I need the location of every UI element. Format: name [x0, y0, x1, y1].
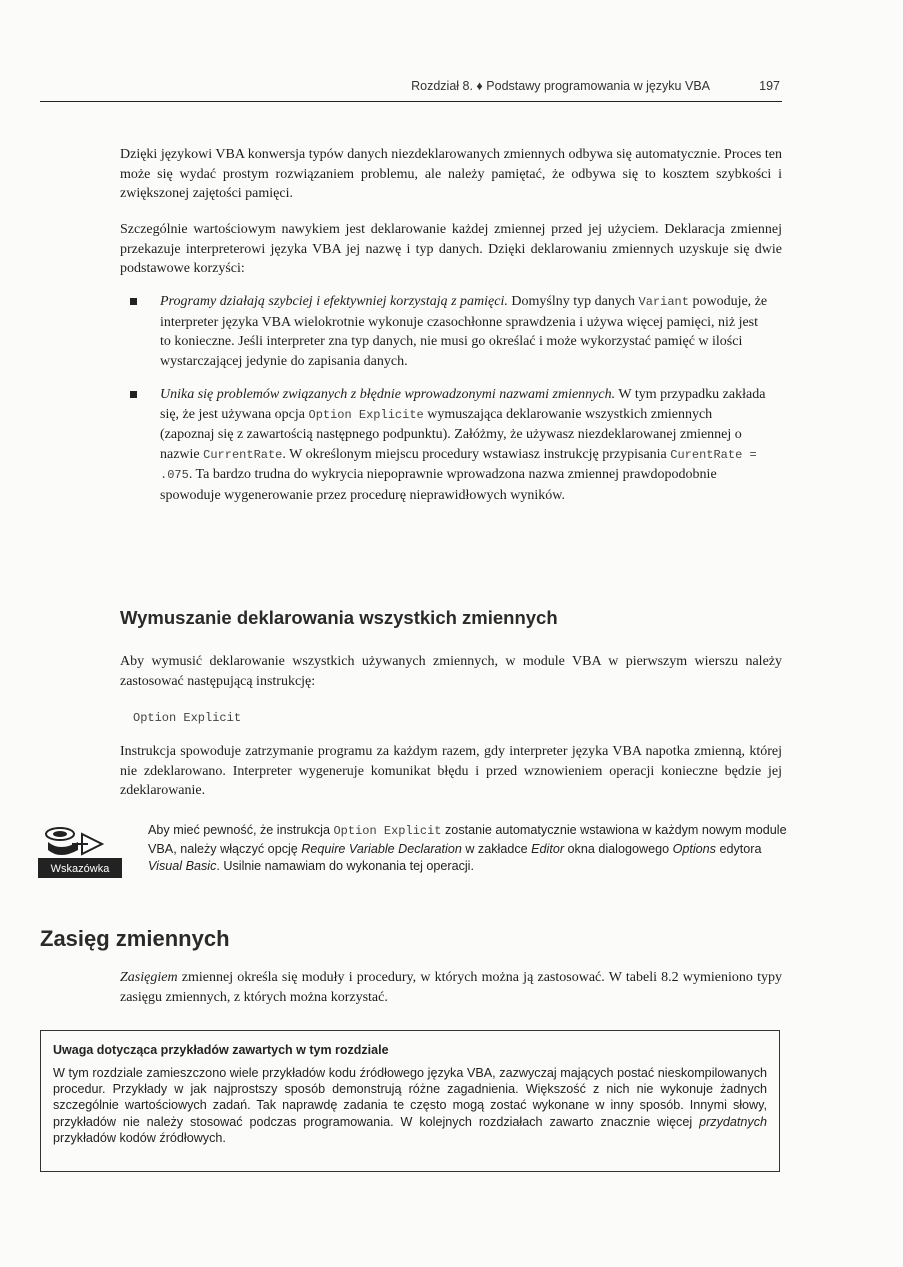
tab-name: Editor: [531, 841, 565, 856]
paragraph-force-declaration: Aby wymusić deklarowanie wszystkich używanych zmiennych, w module VBA w pierwszym wierszu należy zastosować następującą instrukcję:: [120, 654, 782, 689]
bullet-text: powoduje, że interpreter języka VBA wielokrotnie wykonuje czasochłonne sprawdzenia i używa więcej pamięci, niż jest to konieczne. Jeśli interpreter zna typ danych, nie musi go określać i może wykorzystać pamięć w ilości wystarczającej jedynie do zapisania danych.: [160, 294, 768, 369]
header-rule: [40, 101, 782, 102]
bullet-text: Domyślny typ danych: [507, 294, 639, 309]
paragraph-scope: [120, 968, 782, 1007]
dialog-name: Options: [672, 841, 716, 856]
scope-text: zmiennej określa się moduły i procedury, w których można ją zastosować. W tabeli 8.2 wymieniono typy zasięgu zmiennych, z których można korzystać.: [120, 970, 782, 1005]
bullet-square-icon: [130, 298, 137, 305]
bullet-lead: Unika się problemów związanych z błędnie wprowadzonymi nazwami zmiennych.: [160, 387, 616, 402]
bullet-square-icon: [130, 391, 137, 398]
editor-name: Visual Basic: [148, 859, 217, 873]
list-item: [130, 385, 770, 505]
chapter-title: Rozdział 8. ♦ Podstawy programowania w języku VBA: [411, 79, 710, 93]
note-title: Uwaga dotycząca przykładów zawartych w tym rozdziale: [53, 1043, 389, 1057]
inline-code: Variant: [638, 295, 689, 309]
tip-text-part: okna dialogowego: [564, 841, 673, 856]
bullet-text: . Ta bardzo trudna do wykrycia niepoprawnie wprowadzona nazwa zmiennej prawdopodobnie spowoduje wygenerowanie przez procedurę nieprawidłowych wyników.: [160, 467, 717, 503]
bullet-text: wymuszająca deklarowanie wszystkich zmiennych (zapoznaj się z zawartością następnego podpunktu). Załóżmy, że używasz niezdeklarowanej zmiennej o nazwie: [160, 406, 742, 462]
tip-text-part: edytora: [715, 841, 762, 856]
bullet-lead: Programy działają szybciej i efektywniej korzystają z pamięci.: [160, 294, 508, 309]
note-text: przykładów kodów źródłowych.: [53, 1130, 226, 1145]
tip-text-part: Aby mieć pewność, że instrukcja: [148, 823, 334, 837]
inline-code: Option Explicite: [308, 407, 424, 422]
code-line: Option Explicit: [133, 711, 242, 725]
tip-icon: [38, 820, 122, 878]
note-box: [40, 1030, 780, 1172]
scope-term: Zasięgiem: [120, 970, 178, 985]
list-item: [130, 292, 770, 371]
note-body: [53, 1065, 767, 1146]
tip-text: [148, 822, 788, 876]
paragraph-after-code: Instrukcja spowoduje zatrzymanie programu za każdym razem, gdy interpreter języka VBA napotka zmienną, której nie zdeklarowano. Interpreter wygeneruje komunikat błędu i przed wznowieniem operacji konieczne będzie jej zdeklarowanie.: [120, 744, 782, 798]
bullet-text: . W określonym miejscu procedury wstawiasz instrukcję przypisania: [282, 446, 671, 462]
page-number: 197: [759, 79, 780, 93]
tip-label: Wskazówka: [50, 863, 110, 875]
inline-code: CurrentRate: [203, 447, 283, 462]
tip-text-part: w zakładce: [461, 841, 532, 856]
section-heading: Wymuszanie deklarowania wszystkich zmiennych: [120, 607, 558, 628]
chapter-heading: Zasięg zmiennych: [40, 926, 230, 951]
benefits-list: [130, 292, 770, 519]
tip-text-part: zostanie automatycznie wstawiona w każdym nowym module VBA, należy włączyć opcję: [148, 823, 787, 856]
note-italic: przydatnych: [699, 1114, 767, 1129]
option-name: Require Variable Declaration: [301, 841, 462, 856]
bullet-text: W tym przypadku zakłada się, że jest używana opcja: [160, 387, 766, 422]
tip-text-part: . Usilnie namawiam do wykonania tej operacji.: [216, 859, 474, 873]
paragraph-declaration: Szczególnie wartościowym nawykiem jest deklarowanie każdej zmiennej przed jej użyciem. Deklaracja zmiennej przekazuje interpreterowi języka VBA jej nazwę i typ danych. Dzięki deklarowaniu zmiennych uzyskuje się dwie podstawowe korzyści:: [120, 222, 782, 276]
running-header: [118, 79, 780, 93]
note-text: W tym rozdziale zamieszczono wiele przykładów kodu źródłowego języka VBA, zazwyczaj mających postać nieskompilowanych procedur. Przykłady w jak najprostszy sposób demonstrują różne zagadnienia. Większość z nich nie wykonuje żadnych szczególnie wartościowych zadań. Tak naprawdę zadania te często mogą zostać wykonane w inny sposób. Innymi słowy, przykładów nie należy stosować podczas programowania. W kolejnych rozdziałach zawarto znacznie więcej: [53, 1066, 767, 1129]
inline-code: Option Explicit: [333, 824, 442, 838]
paragraph-conversion: Dzięki językowi VBA konwersja typów danych niezdeklarowanych zmiennych odbywa się automatycznie. Proces ten może się wydać prostym rozwiązaniem problemu, ale należy pamiętać, że odbywa się to kosztem szybkości i zwiększonej zajętości pamięci.: [120, 147, 782, 201]
inline-code: CurentRate = .075: [160, 447, 757, 482]
